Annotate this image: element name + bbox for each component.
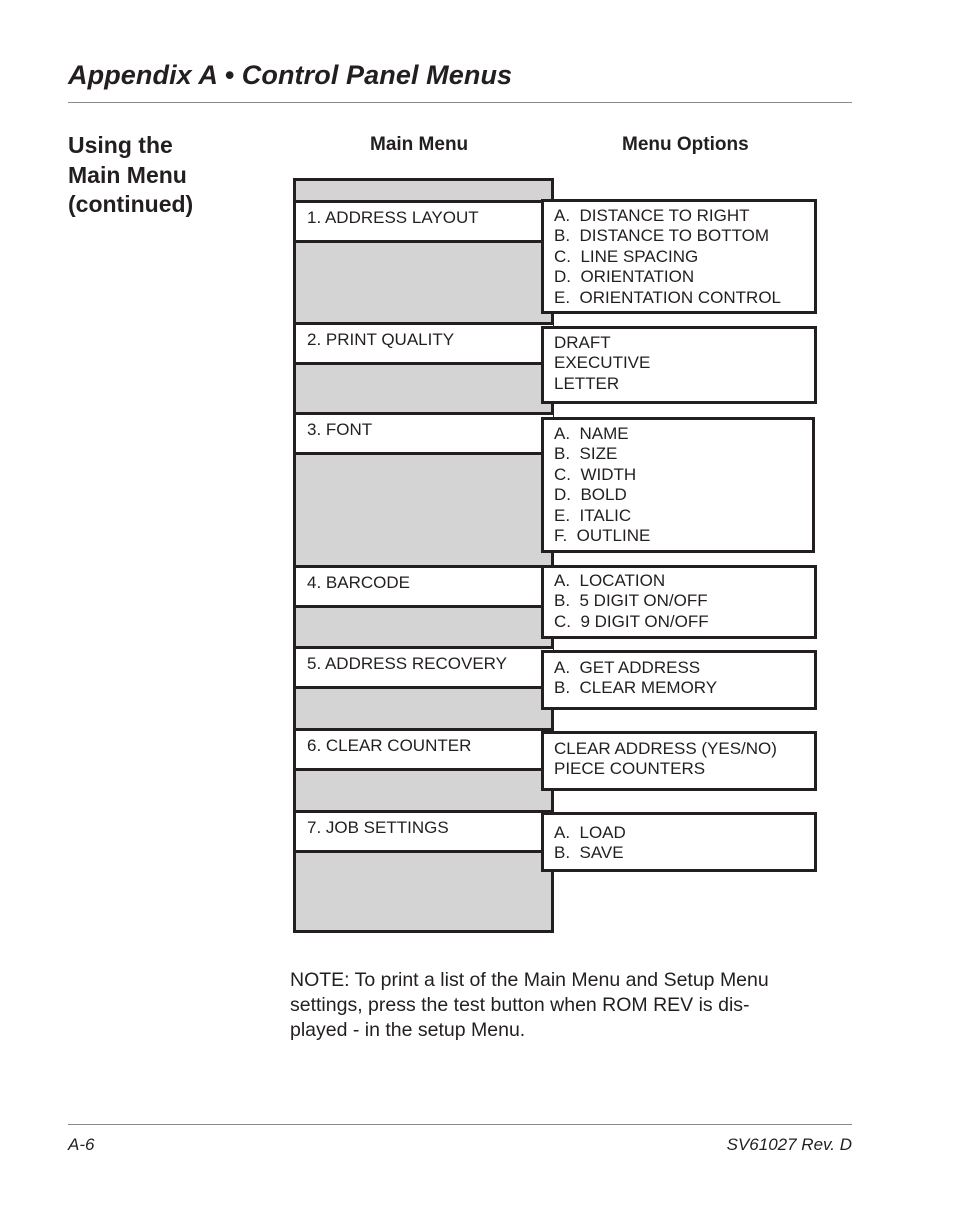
option-line: B. 5 DIGIT ON/OFF bbox=[554, 591, 708, 611]
header-rule bbox=[68, 102, 852, 103]
document-id: SV61027 Rev. D bbox=[726, 1135, 852, 1154]
main-menu-column-heading: Main Menu bbox=[370, 134, 469, 155]
option-line: B. SAVE bbox=[554, 843, 624, 863]
menu-options-column-heading: Menu Options bbox=[622, 134, 749, 155]
menu-item-font: 3. FONT bbox=[296, 412, 553, 455]
option-line: LETTER bbox=[554, 373, 620, 393]
option-line: A. DISTANCE TO RIGHT bbox=[554, 206, 750, 225]
option-line: A. NAME bbox=[554, 424, 629, 443]
menu-item-job-settings: 7. JOB SETTINGS bbox=[296, 810, 553, 853]
option-line: C. WIDTH bbox=[554, 464, 637, 484]
option-line: E. ITALIC bbox=[554, 505, 632, 525]
option-line: B. DISTANCE TO BOTTOM bbox=[554, 226, 770, 246]
footer-rule bbox=[68, 1124, 852, 1125]
options-font bbox=[541, 417, 815, 553]
options-barcode bbox=[541, 565, 817, 639]
option-line: E. ORIENTATION CONTROL bbox=[554, 287, 781, 307]
option-line: C. LINE SPACING bbox=[554, 246, 699, 266]
menu-item-print-quality: 2. PRINT QUALITY bbox=[296, 322, 553, 365]
option-line: A. LOAD bbox=[554, 823, 626, 842]
page-number: A-6 bbox=[68, 1135, 95, 1154]
menu-item-clear-counter: 6. CLEAR COUNTER bbox=[296, 728, 553, 771]
section-title: Using the Main Menu (continued) bbox=[68, 132, 194, 217]
option-line: B. SIZE bbox=[554, 444, 618, 464]
note-text: NOTE: To print a list of the Main Menu and Setup Menu settings, press the test button when ROM REV is dis- played - in the setup Menu. bbox=[290, 969, 769, 1041]
menu-item-address-layout: 1. ADDRESS LAYOUT bbox=[296, 200, 553, 243]
options-clear-counter bbox=[541, 731, 817, 791]
option-line: CLEAR ADDRESS (YES/NO) bbox=[554, 739, 777, 758]
option-line: B. CLEAR MEMORY bbox=[554, 678, 718, 698]
option-line: D. ORIENTATION bbox=[554, 267, 695, 287]
option-line: D. BOLD bbox=[554, 485, 627, 505]
option-line: C. 9 DIGIT ON/OFF bbox=[554, 611, 709, 631]
options-print-quality bbox=[541, 326, 817, 404]
options-job-settings bbox=[541, 812, 817, 872]
menu-item-address-recovery: 5. ADDRESS RECOVERY bbox=[296, 646, 553, 689]
page-title: Appendix A • Control Panel Menus bbox=[68, 60, 513, 90]
options-address-recovery bbox=[541, 650, 817, 710]
option-line: EXECUTIVE bbox=[554, 353, 651, 373]
option-line: PIECE COUNTERS bbox=[554, 759, 706, 779]
menu-item-barcode: 4. BARCODE bbox=[296, 565, 553, 608]
option-line: F. OUTLINE bbox=[554, 526, 651, 546]
option-line: DRAFT bbox=[554, 333, 611, 352]
option-line: A. GET ADDRESS bbox=[554, 658, 701, 677]
option-line: A. LOCATION bbox=[554, 571, 666, 590]
options-address-layout bbox=[541, 199, 817, 314]
